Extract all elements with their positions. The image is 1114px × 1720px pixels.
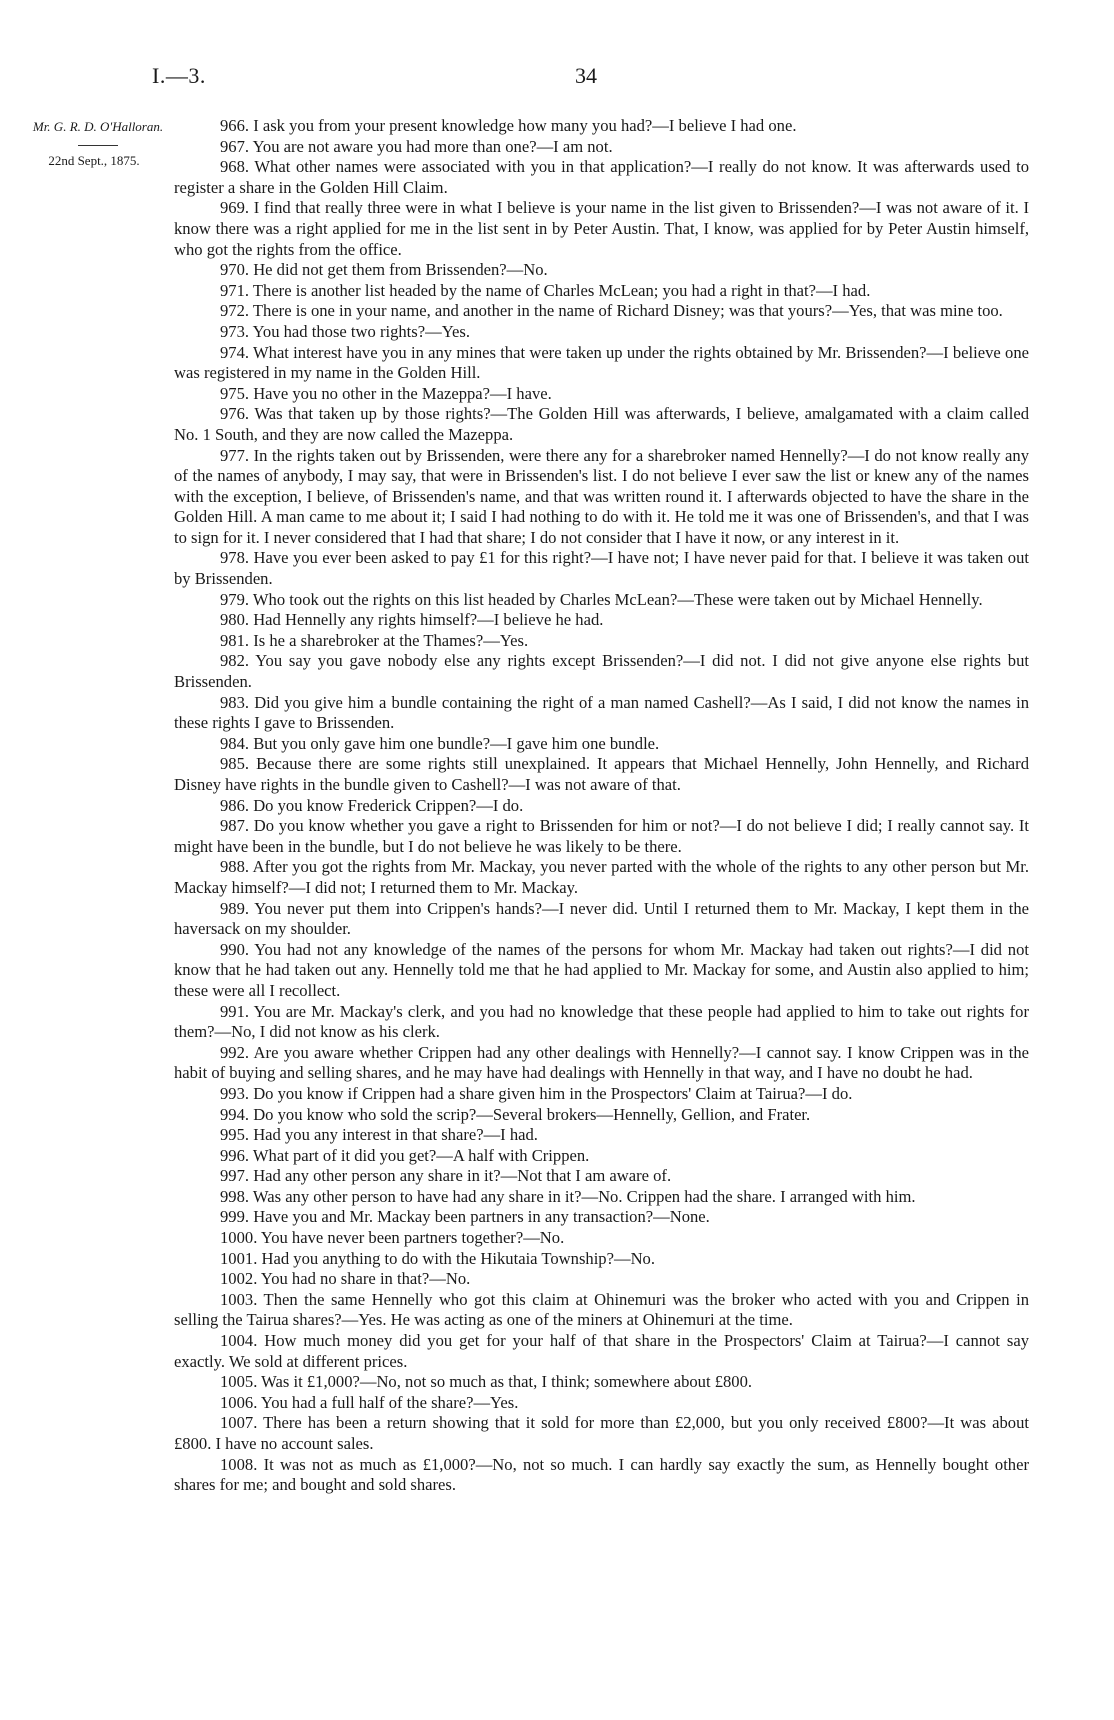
testimony-paragraph: 1000. You have never been partners together?—No. (220, 1228, 565, 1248)
testimony-paragraph: 1004. How much money did you get for your half of that share in the Prospectors' Claim at Tairua?—I cannot say exactly. We sold at different prices. (174, 1331, 1029, 1371)
witness-name: Mr. G. R. D. O'Halloran. (32, 119, 164, 134)
testimony-paragraph: 1005. Was it £1,000?—No, not so much as that, I think; somewhere about £800. (220, 1372, 753, 1392)
margin-note (28, 118, 168, 169)
testimony-paragraph: 978. Have you ever been asked to pay £1 for this right?—I have not; I have never paid for that. I believe it was taken out by Brissenden. (174, 548, 1029, 589)
testimony-paragraph: 973. You had those two rights?—Yes. (220, 321, 471, 341)
testimony-paragraph: 972. There is one in your name, and another in the name of Richard Disney; was that yours?—Yes, that was mine too. (220, 301, 1003, 321)
testimony-paragraph: 966. I ask you from your present knowledge how many you had?—I believe I had one. (220, 116, 797, 135)
testimony-paragraph: 996. What part of it did you get?—A half with Crippen. (220, 1145, 590, 1165)
testimony-paragraph: 968. What other names were associated with you in that application?—I really do not know. It was afterwards used to register a share in the Golden Hill Claim. (174, 157, 1029, 197)
testimony-body (174, 116, 1029, 1496)
testimony-paragraph: 992. Are you aware whether Crippen had any other dealings with Hennelly?—I cannot say. I know Crippen was in the habit of buying and selling shares, and he may have had dealings with Hennelly in that way, and I have no doubt he had. (174, 1042, 1029, 1083)
testimony-paragraph: 988. After you got the rights from Mr. Mackay, you never parted with the whole of the rights to any other person but Mr. Mackay himself?—I did not; I returned them to Mr. Mackay. (174, 857, 1029, 897)
testimony-paragraph: 990. You had not any knowledge of the names of the persons for whom Mr. Mackay had taken out rights?—I did not know that he had taken out any. Hennelly told me that he had applied to Mr. Mackay for some, and Austin also applied to him; these were all I recollect. (174, 939, 1029, 1000)
testimony-paragraph: 985. Because there are some rights still unexplained. It appears that Michael Hennelly, John Hennelly, and Richard Disney have rights in the bundle given to Cashell?—I was not aware of that. (174, 754, 1029, 794)
testimony-paragraph: 967. You are not aware you had more than one?—I am not. (220, 136, 613, 156)
testimony-paragraph: 1006. You had a full half of the share?—Yes. (220, 1392, 519, 1412)
testimony-paragraph: 971. There is another list headed by the name of Charles McLean; you had a right in that?—I had. (220, 280, 871, 300)
testimony-paragraph: 987. Do you know whether you gave a right to Brissenden for him or not?—I do not believe I did; I really cannot say. It might have been in the bundle, but I do not believe he was likely to be there. (174, 816, 1029, 856)
testimony-paragraph: 989. You never put them into Crippen's hands?—I never did. Until I returned them to Mr. Mackay, I kept them in the haversack on my shoulder. (174, 898, 1029, 939)
testimony-paragraph: 1008. It was not as much as £1,000?—No, not so much. I can hardly say exactly the sum, as Hennelly bought other shares for me; and bought and sold shares. (174, 1454, 1029, 1495)
page-number: 34 (575, 63, 597, 88)
testimony-paragraph: 976. Was that taken up by those rights?—The Golden Hill was afterwards, I believe, amalgamated with a claim called No. 1 South, and they are now called the Mazeppa. (174, 404, 1029, 444)
testimony-paragraph: 979. Who took out the rights on this list headed by Charles McLean?—These were taken out by Michael Hennelly. (220, 589, 983, 609)
testimony-paragraph: 974. What interest have you in any mines that were taken up under the rights obtained by Mr. Brissenden?—I believe one was registered in my name in the Golden Hill. (174, 342, 1029, 383)
testimony-paragraph: 994. Do you know who sold the scrip?—Several brokers—Hennelly, Gellion, and Frater. (220, 1104, 811, 1124)
testimony-paragraph: 986. Do you know Frederick Crippen?—I do. (220, 795, 524, 815)
testimony-paragraph: 993. Do you know if Crippen had a share given him in the Prospectors' Claim at Tairua?—I do. (220, 1083, 853, 1103)
hearing-date: 22nd Sept., 1875. (48, 153, 140, 168)
testimony-paragraph: 1001. Had you anything to do with the Hikutaia Township?—No. (220, 1248, 655, 1268)
margin-divider (78, 145, 118, 146)
testimony-paragraph: 1002. You had no share in that?—No. (220, 1269, 471, 1289)
testimony-paragraph: 984. But you only gave him one bundle?—I gave him one bundle. (220, 733, 660, 753)
testimony-paragraph: 975. Have you no other in the Mazeppa?—I have. (220, 383, 552, 403)
testimony-paragraph: 991. You are Mr. Mackay's clerk, and you had no knowledge that these people had applied to him to take out rights for them?—No, I did not know as his clerk. (174, 1001, 1029, 1042)
testimony-paragraph: 981. Is he a sharebroker at the Thames?—Yes. (220, 630, 529, 650)
testimony-paragraph: 999. Have you and Mr. Mackay been partners in any transaction?—None. (220, 1207, 710, 1227)
testimony-paragraph: 997. Had any other person any share in it?—Not that I am aware of. (220, 1166, 672, 1186)
testimony-paragraph: 1007. There has been a return showing that it sold for more than £2,000, but you only received £800?—It was about £800. I have no account sales. (174, 1413, 1029, 1453)
testimony-paragraph: 982. You say you gave nobody else any rights except Brissenden?—I did not. I did not give anyone else rights but Brissenden. (174, 651, 1029, 692)
testimony-paragraph: 980. Had Hennelly any rights himself?—I believe he had. (220, 610, 604, 630)
testimony-paragraph: 969. I find that really three were in what I believe is your name in the list given to Brissenden?—I was not aware of it. I know there was a right applied for me in the list sent in by Peter Austin. That, I know, was applied for by Peter Austin himself, who got the rights from the office. (174, 198, 1029, 259)
testimony-paragraph: 970. He did not get them from Brissenden?—No. (220, 260, 548, 280)
section-reference: I.—3. (152, 63, 206, 88)
testimony-paragraph: 977. In the rights taken out by Brissenden, were there any for a sharebroker named Hennelly?—I do not know really any of the names of anybody, I may say, that were in Brissenden's list. I do not believe I ever saw the list or knew any of the names with the exception, I believe, of Brissenden's name, and that was written round it. I afterwards objected to have the share in the Golden Hill. A man came to me about it; I said I had nothing to do with it. He told me it was one of Brissenden's, and that I was to sign for it. I never considered that I had that share; I do not consider that I have it now, or any interest in it. (174, 445, 1029, 547)
testimony-paragraph: 1003. Then the same Hennelly who got this claim at Ohinemuri was the broker who acted with you and Crippen in selling the Tairua shares?—Yes. He was acting as one of the miners at Ohinemuri at the time. (174, 1289, 1029, 1330)
testimony-paragraph: 983. Did you give him a bundle containing the right of a man named Cashell?—As I said, I did not know the names in these rights I gave to Brissenden. (174, 692, 1029, 733)
testimony-paragraph: 998. Was any other person to have had any share in it?—No. Crippen had the share. I arranged with him. (220, 1186, 916, 1206)
testimony-paragraph: 995. Had you any interest in that share?—I had. (220, 1125, 538, 1145)
